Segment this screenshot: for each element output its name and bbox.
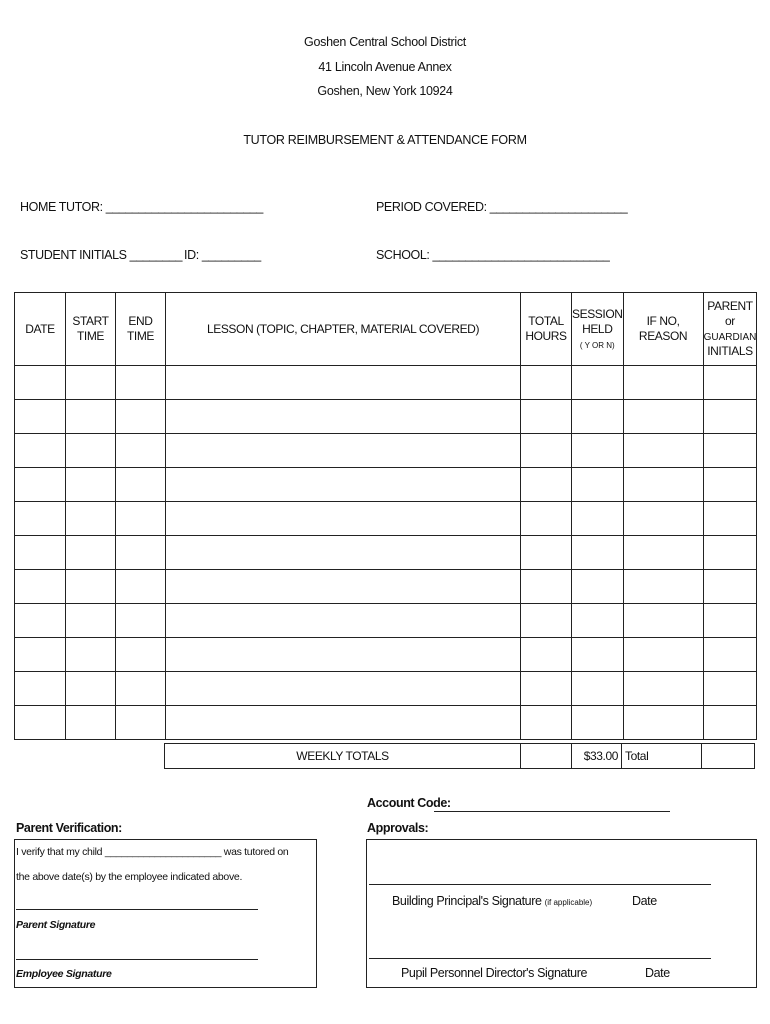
cell-total-hours[interactable] — [521, 366, 572, 400]
cell-lesson[interactable] — [166, 672, 521, 706]
cell-if-no-reason[interactable] — [623, 502, 703, 536]
cell-lesson[interactable] — [166, 366, 521, 400]
cell-parent-initials[interactable] — [703, 570, 757, 604]
table-row — [15, 672, 757, 706]
weekly-hours-cell[interactable] — [521, 744, 572, 769]
cell-session-held[interactable] — [572, 468, 624, 502]
table-row — [15, 570, 757, 604]
verify-text-a: I verify that my child — [16, 846, 103, 858]
verify-line-1 — [16, 846, 288, 858]
cell-if-no-reason[interactable] — [623, 434, 703, 468]
cell-start-time[interactable] — [66, 706, 116, 740]
cell-parent-initials[interactable] — [703, 502, 757, 536]
table-row — [15, 468, 757, 502]
table-row — [15, 400, 757, 434]
col-start-time: START TIME — [66, 293, 116, 366]
cell-end-time[interactable] — [116, 366, 166, 400]
table-row — [15, 366, 757, 400]
cell-parent-initials[interactable] — [703, 366, 757, 400]
cell-total-hours[interactable] — [521, 706, 572, 740]
cell-end-time[interactable] — [116, 400, 166, 434]
cell-date[interactable] — [15, 502, 66, 536]
verify-text-b: was tutored on — [223, 846, 289, 858]
cell-end-time[interactable] — [116, 434, 166, 468]
pupil-director-signature-label: Pupil Personnel Director's Signature — [401, 966, 588, 980]
weekly-totals-label: WEEKLY TOTALS — [165, 744, 521, 769]
principal-sig-text: Building Principal's Signature — [392, 894, 542, 908]
form-title: TUTOR REIMBURSEMENT & ATTENDANCE FORM — [243, 133, 527, 147]
attendance-table — [14, 292, 757, 740]
cell-parent-initials[interactable] — [703, 468, 757, 502]
cell-if-no-reason[interactable] — [623, 672, 703, 706]
cell-lesson[interactable] — [166, 434, 521, 468]
cell-total-hours[interactable] — [521, 536, 572, 570]
col-session-held: SESSION HELD ( Y OR N) — [572, 293, 624, 366]
cell-date[interactable] — [15, 400, 66, 434]
employee-signature-line[interactable] — [16, 959, 258, 960]
parent-verification-box — [14, 839, 317, 988]
cell-parent-initials[interactable] — [703, 434, 757, 468]
cell-session-held[interactable] — [572, 672, 624, 706]
cell-parent-initials[interactable] — [703, 400, 757, 434]
cell-end-time[interactable] — [116, 604, 166, 638]
cell-start-time[interactable] — [66, 638, 116, 672]
cell-end-time[interactable] — [116, 502, 166, 536]
cell-start-time[interactable] — [66, 536, 116, 570]
cell-session-held[interactable] — [572, 638, 624, 672]
cell-total-hours[interactable] — [521, 604, 572, 638]
school-field[interactable]: SCHOOL: ___________________________ — [376, 248, 610, 262]
cell-date[interactable] — [15, 604, 66, 638]
cell-session-held[interactable] — [572, 434, 624, 468]
table-row — [15, 638, 757, 672]
cell-parent-initials[interactable] — [703, 638, 757, 672]
employee-signature-label: Employee Signature — [16, 968, 112, 980]
col-end-time: END TIME — [116, 293, 166, 366]
total-label: Total — [622, 744, 702, 769]
cell-total-hours[interactable] — [521, 400, 572, 434]
cell-end-time[interactable] — [116, 468, 166, 502]
cell-session-held[interactable] — [572, 706, 624, 740]
cell-end-time[interactable] — [116, 706, 166, 740]
cell-lesson[interactable] — [166, 570, 521, 604]
cell-total-hours[interactable] — [521, 570, 572, 604]
principal-note: (if applicable) — [544, 898, 593, 907]
cell-start-time[interactable] — [66, 502, 116, 536]
approvals-label: Approvals: — [367, 821, 429, 835]
cell-date[interactable] — [15, 706, 66, 740]
cell-date[interactable] — [15, 366, 66, 400]
table-row — [15, 706, 757, 740]
cell-session-held[interactable] — [572, 400, 624, 434]
cell-if-no-reason[interactable] — [623, 638, 703, 672]
cell-session-held[interactable] — [572, 536, 624, 570]
cell-date[interactable] — [15, 536, 66, 570]
cell-total-hours[interactable] — [521, 434, 572, 468]
cell-date[interactable] — [15, 638, 66, 672]
cell-date[interactable] — [15, 434, 66, 468]
child-name-blank[interactable]: _____________________ — [104, 846, 222, 858]
table-row — [15, 434, 757, 468]
cell-start-time[interactable] — [66, 604, 116, 638]
period-covered-field[interactable]: PERIOD COVERED: _____________________ — [376, 200, 628, 214]
cell-lesson[interactable] — [166, 468, 521, 502]
parent-signature-label: Parent Signature — [16, 919, 96, 931]
cell-start-time[interactable] — [66, 672, 116, 706]
table-row — [15, 536, 757, 570]
cell-date[interactable] — [15, 468, 66, 502]
col-parent-initials: PARENT or GUARDIAN INITIALS — [703, 293, 757, 366]
cell-if-no-reason[interactable] — [623, 468, 703, 502]
cell-total-hours[interactable] — [521, 468, 572, 502]
cell-parent-initials[interactable] — [703, 536, 757, 570]
cell-if-no-reason[interactable] — [623, 536, 703, 570]
cell-end-time[interactable] — [116, 570, 166, 604]
cell-lesson[interactable] — [166, 638, 521, 672]
parent-signature-line[interactable] — [16, 909, 258, 910]
cell-lesson[interactable] — [166, 536, 521, 570]
cell-start-time[interactable] — [66, 400, 116, 434]
cell-lesson[interactable] — [166, 706, 521, 740]
cell-session-held[interactable] — [572, 502, 624, 536]
cell-parent-initials[interactable] — [703, 604, 757, 638]
cell-session-held[interactable] — [572, 366, 624, 400]
cell-session-held[interactable] — [572, 570, 624, 604]
cell-lesson[interactable] — [166, 502, 521, 536]
address-line-2: Goshen, New York 10924 — [317, 84, 453, 98]
cell-total-hours[interactable] — [521, 672, 572, 706]
account-code-label: Account Code: — [367, 796, 451, 810]
cell-end-time[interactable] — [116, 536, 166, 570]
table-row — [15, 502, 757, 536]
weekly-totals-row — [164, 743, 755, 769]
cell-if-no-reason[interactable] — [623, 706, 703, 740]
table-header-row — [15, 293, 757, 366]
verify-line-2: the above date(s) by the employee indicated above. — [16, 871, 243, 883]
table-row — [15, 604, 757, 638]
principal-date-label: Date — [632, 894, 657, 908]
cell-if-no-reason[interactable] — [623, 400, 703, 434]
cell-date[interactable] — [15, 570, 66, 604]
col-date: DATE — [15, 293, 66, 366]
cell-start-time[interactable] — [66, 366, 116, 400]
cell-if-no-reason[interactable] — [623, 366, 703, 400]
col-lesson: LESSON (TOPIC, CHAPTER, MATERIAL COVERED) — [166, 293, 521, 366]
district-name: Goshen Central School District — [304, 35, 466, 49]
principal-signature-line[interactable] — [369, 884, 711, 885]
weekly-total-amount: $33.00 — [572, 744, 622, 769]
principal-signature-label — [392, 894, 592, 908]
cell-start-time[interactable] — [66, 468, 116, 502]
cell-if-no-reason[interactable] — [623, 570, 703, 604]
col-if-no-reason: IF NO, REASON — [623, 293, 703, 366]
address-line-1: 41 Lincoln Avenue Annex — [318, 60, 452, 74]
cell-date[interactable] — [15, 672, 66, 706]
cell-start-time[interactable] — [66, 570, 116, 604]
pupil-director-date-label: Date — [645, 966, 670, 980]
cell-total-hours[interactable] — [521, 502, 572, 536]
student-initials-field[interactable]: STUDENT INITIALS ________ — [20, 248, 183, 262]
cell-total-hours[interactable] — [521, 638, 572, 672]
col-total-hours: TOTAL HOURS — [521, 293, 572, 366]
pupil-director-signature-line[interactable] — [369, 958, 711, 959]
cell-lesson[interactable] — [166, 604, 521, 638]
cell-parent-initials[interactable] — [703, 672, 757, 706]
parent-verification-title: Parent Verification: — [16, 821, 122, 835]
cell-end-time[interactable] — [116, 672, 166, 706]
cell-end-time[interactable] — [116, 638, 166, 672]
cell-lesson[interactable] — [166, 400, 521, 434]
cell-parent-initials[interactable] — [703, 706, 757, 740]
account-code-line[interactable] — [434, 811, 670, 812]
cell-if-no-reason[interactable] — [623, 604, 703, 638]
cell-session-held[interactable] — [572, 604, 624, 638]
weekly-parent-cell[interactable] — [702, 744, 755, 769]
home-tutor-field[interactable]: HOME TUTOR: ________________________ — [20, 200, 263, 214]
cell-start-time[interactable] — [66, 434, 116, 468]
id-field[interactable]: ID: _________ — [184, 248, 261, 262]
